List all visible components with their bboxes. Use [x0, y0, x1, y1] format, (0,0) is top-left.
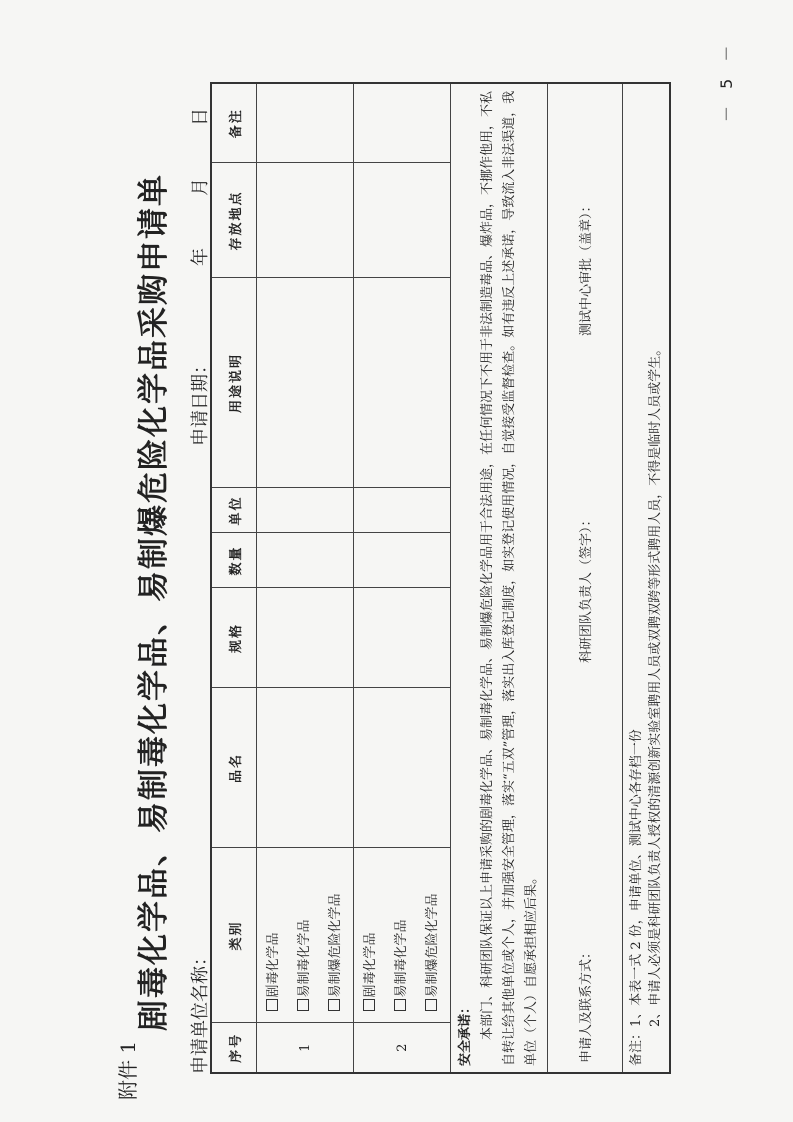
page-number: － 5 －: [717, 39, 736, 122]
category-option[interactable]: [258, 850, 289, 1022]
pledge-body: 本部门、科研团队保证以上申请采购的剧毒化学品、易制毒化学品、易制爆危险化学品用于合法用途，在任何情况下不用于非法制造毒品、爆炸品，不挪作他用，不私自转让给其他单位或个人，并加强安全管理，落实“五双”管理，落实出入库登记制度，如实登记使用情况，自觉接受监督检查。如有违反上述承诺，导致流入非法渠道，我单位（个人）自愿承担相应后果。: [480, 90, 539, 1066]
header-storage-location: 存放地点: [211, 163, 257, 278]
unit-cell[interactable]: [354, 488, 451, 533]
category-option[interactable]: [289, 850, 320, 1022]
category-option[interactable]: [320, 850, 351, 1022]
storage-location-cell[interactable]: [354, 163, 451, 278]
safety-pledge: [451, 83, 548, 1073]
category-option[interactable]: [355, 850, 386, 1022]
table-row: [257, 83, 354, 1073]
remarks-cell[interactable]: [257, 83, 354, 163]
notes-cell: [623, 83, 671, 1073]
quantity-cell[interactable]: [354, 533, 451, 588]
spec-cell[interactable]: [257, 588, 354, 688]
category-label: 剧毒化学品: [266, 932, 281, 998]
table-row: [354, 83, 451, 1073]
attachment-label: 附件 1: [116, 1040, 140, 1100]
month-field[interactable]: [191, 196, 212, 248]
category-label: 易制毒化学品: [394, 919, 409, 998]
checkbox[interactable]: [266, 1000, 278, 1012]
remarks-cell[interactable]: [354, 83, 451, 163]
category-label: 易制毒化学品: [297, 919, 312, 998]
applicant-contact-label: 申请人及联系方式：: [579, 945, 594, 1063]
day-label: 日: [190, 108, 211, 126]
checkbox[interactable]: [297, 1000, 309, 1012]
apply-date-label: 申请日期：: [190, 356, 211, 446]
note-line-2: 2、申请人必须是科研团队负责人授权的清源创新实验室聘用人员或双聘双跨等形式聘用人员，不得是临时人员或学生。: [648, 342, 663, 1027]
header-quantity: 数量: [211, 533, 257, 588]
category-label: 易制爆危险化学品: [425, 893, 440, 998]
row-categories: [354, 848, 451, 1023]
center-approval-label: 测试中心审批（盖章）：: [579, 199, 594, 336]
checkbox[interactable]: [425, 1000, 437, 1012]
checkbox[interactable]: [394, 1000, 406, 1012]
note-line-1: 备注：1、本表一式 2 份，申请单位、测试中心各存档一份: [629, 729, 644, 1066]
product-name-cell[interactable]: [354, 688, 451, 848]
applicant-unit: [186, 568, 212, 1074]
header-remarks: 备注: [211, 83, 257, 163]
year-field[interactable]: [191, 266, 212, 356]
header-unit: 单位: [211, 488, 257, 533]
unit-cell[interactable]: [257, 488, 354, 533]
signature-row: [548, 83, 623, 1073]
category-option[interactable]: [386, 850, 417, 1022]
notes-row: [623, 83, 671, 1073]
row-categories: [257, 848, 354, 1023]
category-option[interactable]: [417, 850, 448, 1022]
applicant-unit-label: 申请单位名称：: [190, 948, 211, 1074]
team-leader-signature-label: 科研团队负责人（签字）：: [579, 513, 594, 663]
month-label: 月: [190, 178, 211, 196]
product-name-cell[interactable]: [257, 688, 354, 848]
applicant-unit-field[interactable]: [191, 568, 212, 948]
category-label: 易制爆危险化学品: [328, 893, 343, 998]
form-title: 剧毒化学品、易制毒化学品、易制爆危险化学品采购申请单: [136, 173, 172, 1031]
header-product-name: 品名: [211, 688, 257, 848]
checkbox[interactable]: [363, 1000, 375, 1012]
header-spec: 规格: [211, 588, 257, 688]
purpose-cell[interactable]: [257, 278, 354, 488]
row-seq: 1: [257, 1023, 354, 1073]
row-seq: 2: [354, 1023, 451, 1073]
header-purpose: 用途说明: [211, 278, 257, 488]
pledge-row: [451, 83, 548, 1073]
spec-cell[interactable]: [354, 588, 451, 688]
purchase-form-table: [210, 82, 671, 1074]
quantity-cell[interactable]: [257, 533, 354, 588]
table-header-row: [211, 83, 257, 1073]
header-category: 类别: [211, 848, 257, 1023]
apply-date: [186, 108, 212, 446]
header-seq: 序号: [211, 1023, 257, 1073]
category-label: 剧毒化学品: [363, 932, 378, 998]
checkbox[interactable]: [328, 1000, 340, 1012]
purpose-cell[interactable]: [354, 278, 451, 488]
year-label: 年: [190, 248, 211, 266]
pledge-title: 安全承诺：: [458, 1000, 473, 1066]
signature-cell: [548, 83, 623, 1073]
storage-location-cell[interactable]: [257, 163, 354, 278]
day-field[interactable]: [191, 126, 212, 178]
